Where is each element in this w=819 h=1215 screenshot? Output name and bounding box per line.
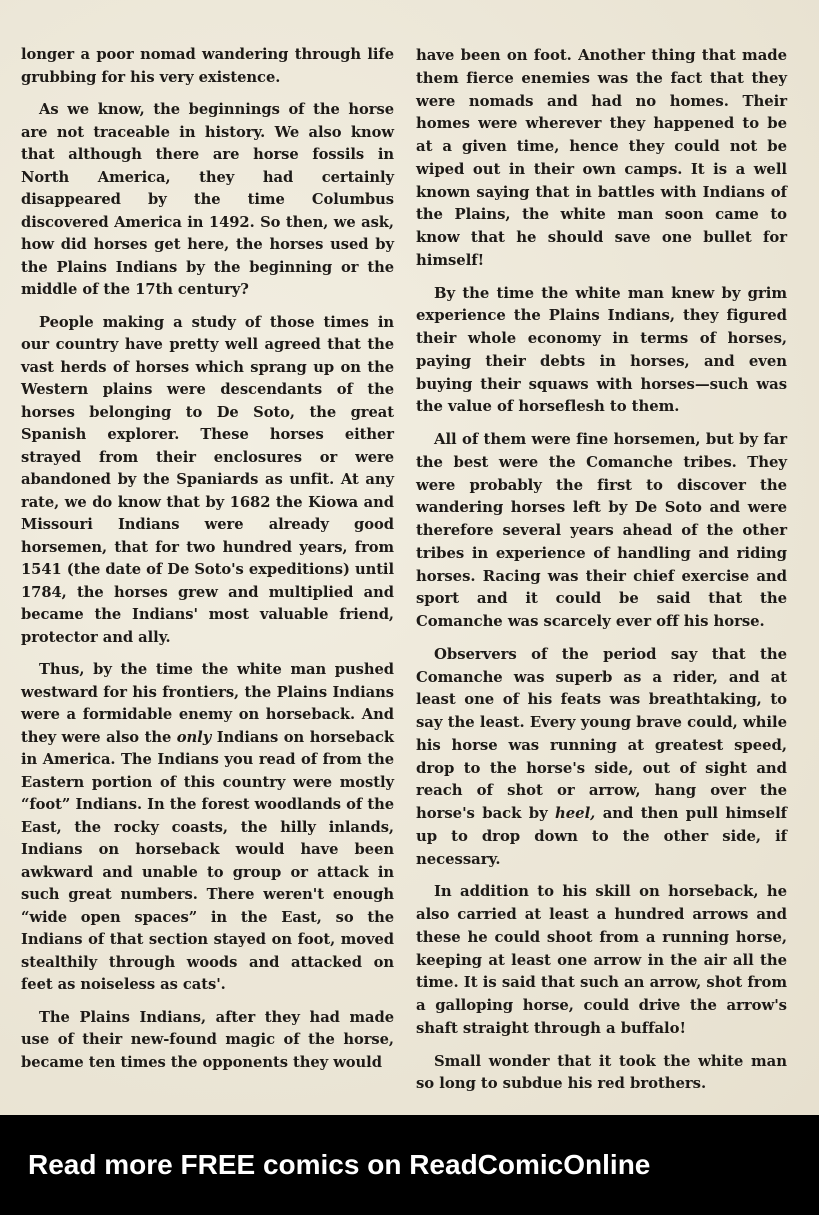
text-run: and then pull himself up to drop down to the other side, if necessary. (416, 804, 788, 868)
emphasis-text: heel, (555, 804, 596, 822)
paragraph (416, 643, 787, 871)
text-run: Indians on horseback in America. The Indians you read of from the Eastern portion of this country were mostly “foot” Indians. In the forest woodlands of the East, the rocky coasts, the hilly inlands, Indians on horseback would have been awkward and unable to group or attack in such great numbers. There weren't enough “wide open spaces” in the East, so the Indians of that section stayed on foot, moved stealthily through woods and attacked on feet as noiseless as cats'. (21, 728, 394, 993)
paragraph: longer a poor nomad wandering through life grubbing for his very existence. (21, 46, 394, 86)
paragraph: As we know, the beginnings of the horse are not traceable in history. We also know that although there are horse fossils in North America, they had certainly disappeared by the time Columbus discovered America in 1492. So then, we ask, how did horses get here, the horses used by the Plains Indians by the beginning or the middle of the 17th century? (21, 101, 394, 298)
promo-banner[interactable] (0, 1115, 819, 1215)
paragraph: have been on foot. Another thing that made them fierce enemies was the fact that they were nomads and had no homes. Their homes were wherever they happened to be at a given time, hence they could not be wiped out in their own camps. It is a well known saying that in battles with Indians of the Plains, the white man soon came to know that he should save one bullet for himself! (416, 46, 787, 269)
paragraph: The Plains Indians, after they had made use of their new-found magic of the horse, became ten times the opponents they would (21, 1008, 394, 1071)
paragraph: People making a study of those times in our country have pretty well agreed that the vast herds of horses which sprang up on the Western plains were descendants of the horses belonging to De Soto, the great Spanish explorer. These horses either strayed from their enclosures or were abandoned by the Spaniards as unfit. At any rate, we do know that by 1682 the Kiowa and Missouri Indians were already good horsemen, that for two hundred years, from 1541 (the date of De Soto's expeditions) until 1784, the horses grew and multiplied and became the Indians' most valuable friend, protector and ally. (21, 313, 394, 646)
paragraph: Small wonder that it took the white man so long to subdue his red brothers. (416, 1051, 787, 1093)
promo-banner-text[interactable]: Read more FREE comics on ReadComicOnline (28, 1149, 651, 1180)
article-column-right (416, 44, 787, 1105)
text-run: Thus, by the time the white man pushed westward for his frontiers, the Plains Indians were a formidable enemy on horseback. And they were also the (21, 661, 394, 746)
paragraph: By the time the white man knew by grim experience the Plains Indians, they figured their whole economy in terms of horses, paying their debts in horses, and even buying their squaws with horses—such was the value of horseflesh to them. (416, 283, 787, 416)
paragraph: All of them were fine horsemen, but by far the best were the Comanche tribes. They were probably the first to discover the wandering horses left by De Soto and were therefore several years ahead of the other tribes in experience of handling and riding horses. Racing was their chief exercise and sport and it could be said that the Comanche was scarcely ever off his horse. (416, 430, 787, 630)
paragraph: In addition to his skill on horseback, he also carried at least a hundred arrows and these he could shoot from a running horse, keeping at least one arrow in the air all the time. It is said that such an arrow, shot from a galloping horse, could drive the arrow's shaft straight through a buffalo! (416, 882, 787, 1037)
article-column-left (21, 44, 394, 1084)
paragraph (21, 659, 394, 997)
emphasis-text: only (176, 728, 212, 746)
text-run: Observers of the period say that the Comanche was superb as a rider, and at least one of his feats was breathtaking, to say the least. Every young brave could, while his horse was running at greatest speed, drop to the horse's side, out of sight and reach of shot or arrow, hang over the horse's back by (416, 644, 787, 822)
